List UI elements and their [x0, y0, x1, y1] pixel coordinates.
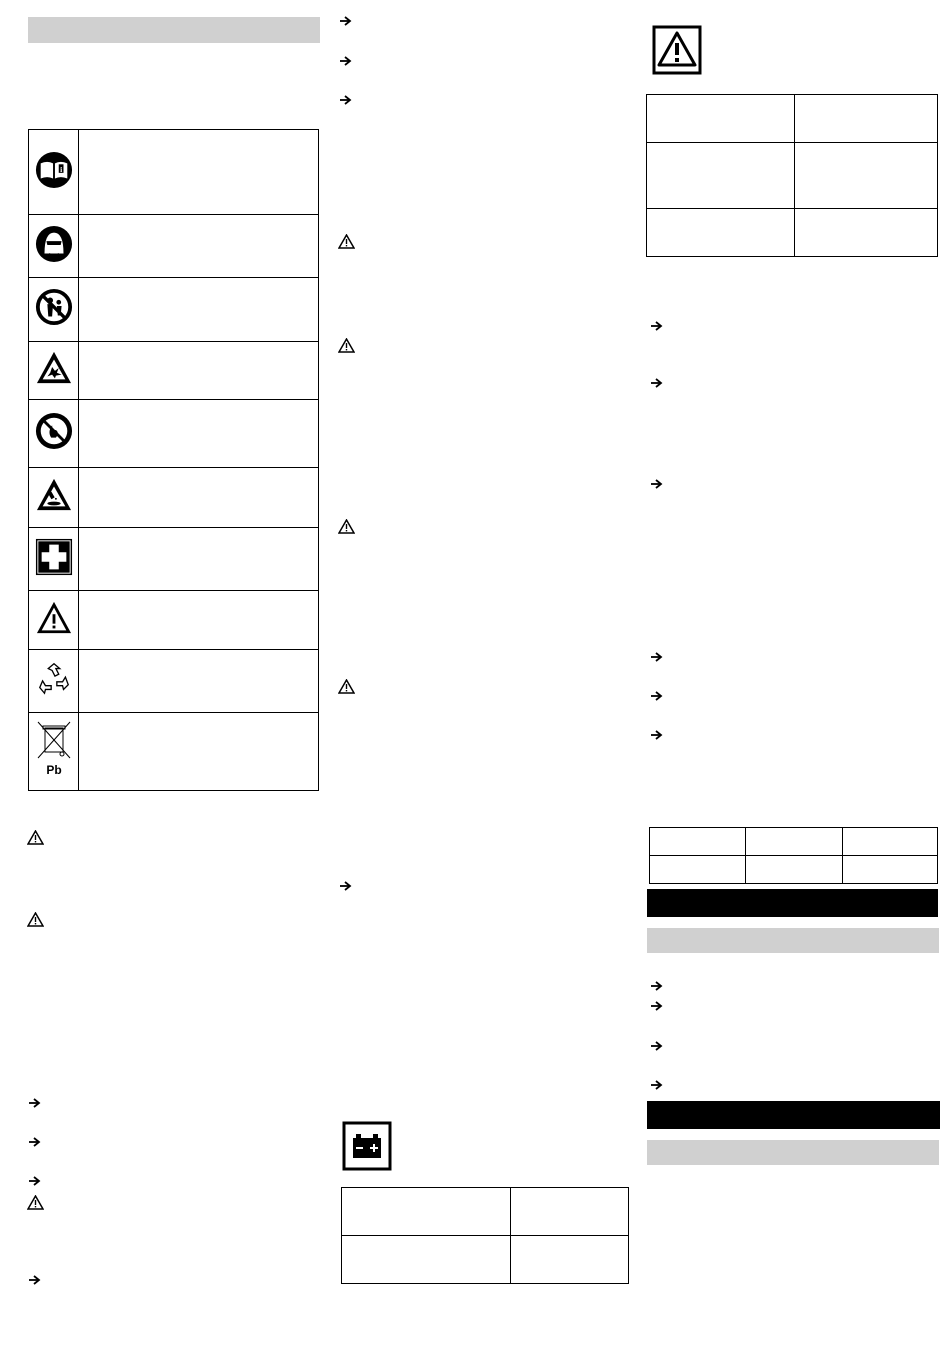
arrow-bullet-icon [339, 15, 352, 27]
symbol-description [79, 650, 319, 713]
read-manual-icon [35, 151, 73, 189]
table-cell [650, 828, 746, 856]
table-cell [342, 1236, 511, 1284]
symbol-cell [29, 130, 79, 215]
battery-table [341, 1187, 629, 1284]
arrow-bullet-icon [339, 880, 352, 892]
arrow-bullet-icon [650, 651, 663, 663]
symbol-description [79, 215, 319, 278]
symbol-cell [29, 215, 79, 278]
arrow-bullet-icon [339, 94, 352, 106]
symbol-cell [29, 650, 79, 713]
section-header-bar [28, 17, 320, 43]
table-cell [843, 856, 938, 884]
battery-charge-icon [342, 1121, 392, 1171]
acid-hazard-icon [35, 477, 73, 513]
symbol-cell [29, 342, 79, 400]
symbol-description [79, 342, 319, 400]
table-cell [647, 143, 795, 209]
chapter-header-bar [647, 889, 938, 917]
arrow-bullet-icon [650, 320, 663, 332]
table-cell [795, 143, 938, 209]
symbol-cell [29, 468, 79, 528]
no-fire-icon [35, 412, 73, 450]
arrow-bullet-icon [650, 980, 663, 992]
arrow-bullet-icon [650, 1040, 663, 1052]
arrow-bullet-icon [339, 55, 352, 67]
symbol-cell [29, 713, 79, 791]
symbol-description [79, 278, 319, 342]
symbol-description [79, 528, 319, 591]
large-warning-icon [652, 25, 702, 75]
chapter-header-bar [647, 1101, 940, 1129]
arrow-bullet-icon [28, 1274, 41, 1286]
table-cell [342, 1188, 511, 1236]
svg-text:i: i [59, 164, 62, 174]
table-cell [795, 209, 938, 257]
eye-protection-icon [35, 225, 73, 263]
warning-info-table [646, 94, 938, 257]
symbol-cell [29, 400, 79, 468]
arrow-bullet-icon [28, 1175, 41, 1187]
symbol-description [79, 468, 319, 528]
table-cell [746, 828, 843, 856]
arrow-bullet-icon [650, 1079, 663, 1091]
table-cell [511, 1236, 629, 1284]
symbol-description [79, 400, 319, 468]
arrow-bullet-icon [650, 478, 663, 490]
warning-icon [27, 1195, 44, 1210]
symbol-description [79, 713, 319, 791]
warning-icon [338, 234, 355, 249]
symbol-cell [29, 528, 79, 591]
table-cell [647, 209, 795, 257]
recycle-icon [35, 660, 73, 698]
explosive-gas-icon [35, 350, 73, 386]
arrow-bullet-icon [650, 729, 663, 741]
symbol-description [79, 591, 319, 650]
table-cell [746, 856, 843, 884]
table-cell [843, 828, 938, 856]
general-warning-icon [35, 600, 73, 636]
symbol-cell [29, 278, 79, 342]
symbol-table [28, 129, 319, 791]
section-header-bar [647, 928, 939, 953]
arrow-bullet-icon [650, 1000, 663, 1012]
arrow-bullet-icon [650, 690, 663, 702]
battery-disposal-label: Pb [45, 763, 62, 777]
arrow-bullet-icon [28, 1097, 41, 1109]
keep-children-away-icon [35, 288, 73, 326]
first-aid-icon [35, 538, 73, 576]
arrow-bullet-icon [650, 377, 663, 389]
warning-icon [338, 519, 355, 534]
battery-disposal-icon [34, 720, 74, 778]
table-cell [647, 95, 795, 143]
data-table [649, 827, 938, 884]
table-cell [511, 1188, 629, 1236]
warning-icon [338, 679, 355, 694]
warning-icon [27, 912, 44, 927]
arrow-bullet-icon [28, 1136, 41, 1148]
symbol-cell [29, 591, 79, 650]
warning-icon [338, 338, 355, 353]
warning-icon [27, 830, 44, 845]
table-cell [795, 95, 938, 143]
section-header-bar [647, 1140, 939, 1165]
table-cell [650, 856, 746, 884]
symbol-description [79, 130, 319, 215]
